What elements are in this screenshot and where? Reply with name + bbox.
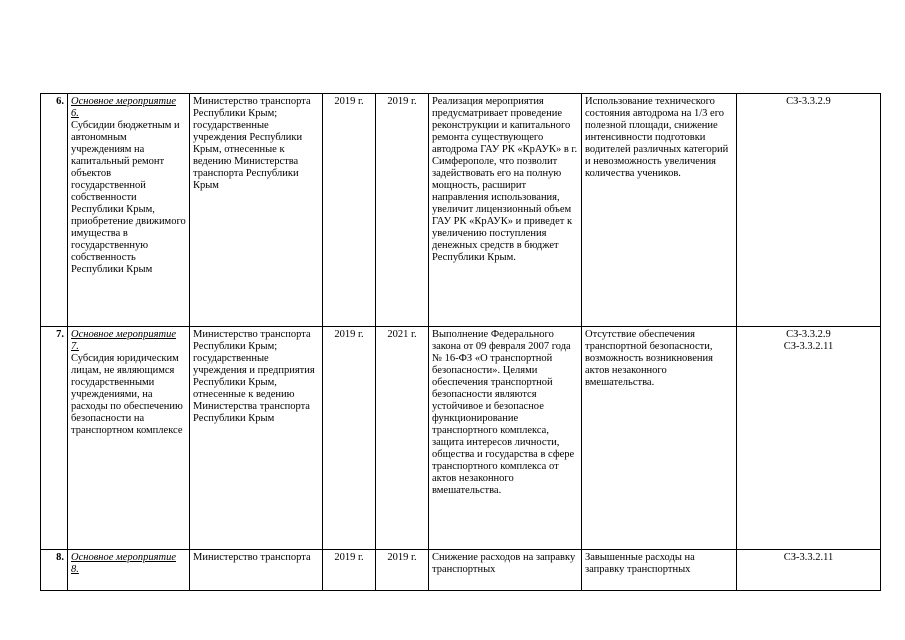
consequences-cell: Завышенные расходы на заправку транспортных [582,550,737,591]
row-number: 6. [41,94,68,327]
indicator-code: СЗ-3.3.2.9 [786,96,831,107]
executor-cell: Министерство транспорта [190,550,323,591]
executor-cell: Министерство транспорта Республики Крым; государственные учреждения Республики Крым, отнесенные к ведению Министерства транспорта Республики Крым [190,94,323,327]
activity-title: Основное мероприятие 7. [71,329,176,352]
indicator-code: СЗ-3.3.2.11 [783,341,834,352]
row-number: 7. [41,327,68,550]
table-row [41,327,881,550]
row-number: 8. [41,550,68,591]
start-year-cell: 2019 г. [323,327,376,550]
activity-title: Основное мероприятие 6. [71,96,176,119]
table-row [41,550,881,591]
result-cell: Выполнение Федерального закона от 09 февраля 2007 года № 16-ФЗ «О транспортной безопасности». Целями обеспечения транспортной безопасности являются устойчивое и безопасное функционирование транспортного комплекса, защита интересов личности, общества и государства в сфере транспортного комплекса от актов незаконного вмешательства. [429,327,582,550]
activity-cell [68,550,190,591]
indicator-code: СЗ-3.3.2.9 [786,329,831,340]
codes-cell [737,550,881,591]
codes-cell [737,94,881,327]
start-year-cell: 2019 г. [323,550,376,591]
start-year-cell: 2019 г. [323,94,376,327]
activity-cell [68,94,190,327]
end-year-cell: 2019 г. [376,94,429,327]
activity-cell [68,327,190,550]
result-cell: Снижение расходов на заправку транспортных [429,550,582,591]
consequences-cell: Отсутствие обеспечения транспортной безопасности, возможность возникновения актов незаконного вмешательства. [582,327,737,550]
activity-description: Субсидии бюджетным и автономным учреждениям на капитальный ремонт объектов государственной собственности Республики Крым, приобретение движимого имущества в государственную собственность Республики Крым [71,120,186,275]
result-cell: Реализация мероприятия предусматривает проведение реконструкции и капитального ремонта существующего автодрома ГАУ РК «КрАУК» в г. Симферополе, что позволит задействовать его на полную мощность, расширит направления использования, увеличит лицензионный объем ГАУ РК «КрАУК» и приведет к увеличению поступления денежных средств в бюджет Республики Крым. [429,94,582,327]
end-year-cell: 2019 г. [376,550,429,591]
activities-table [40,93,881,591]
table-row [41,94,881,327]
activity-title: Основное мероприятие 8. [71,552,176,575]
codes-cell [737,327,881,550]
consequences-cell: Использование технического состояния автодрома на 1/3 его полезной площади, снижение интенсивности подготовки водителей различных категорий и невозможность увеличения количества учеников. [582,94,737,327]
indicator-code: СЗ-3.3.2.11 [783,552,834,563]
end-year-cell: 2021 г. [376,327,429,550]
activity-description: Субсидия юридическим лицам, не являющимся государственными учреждениями, на расходы по обеспечению безопасности на транспортном комплексе [71,353,183,436]
executor-cell: Министерство транспорта Республики Крым; государственные учреждения и предприятия Республики Крым, отнесенные к ведению Министерства транспорта Республики Крым [190,327,323,550]
